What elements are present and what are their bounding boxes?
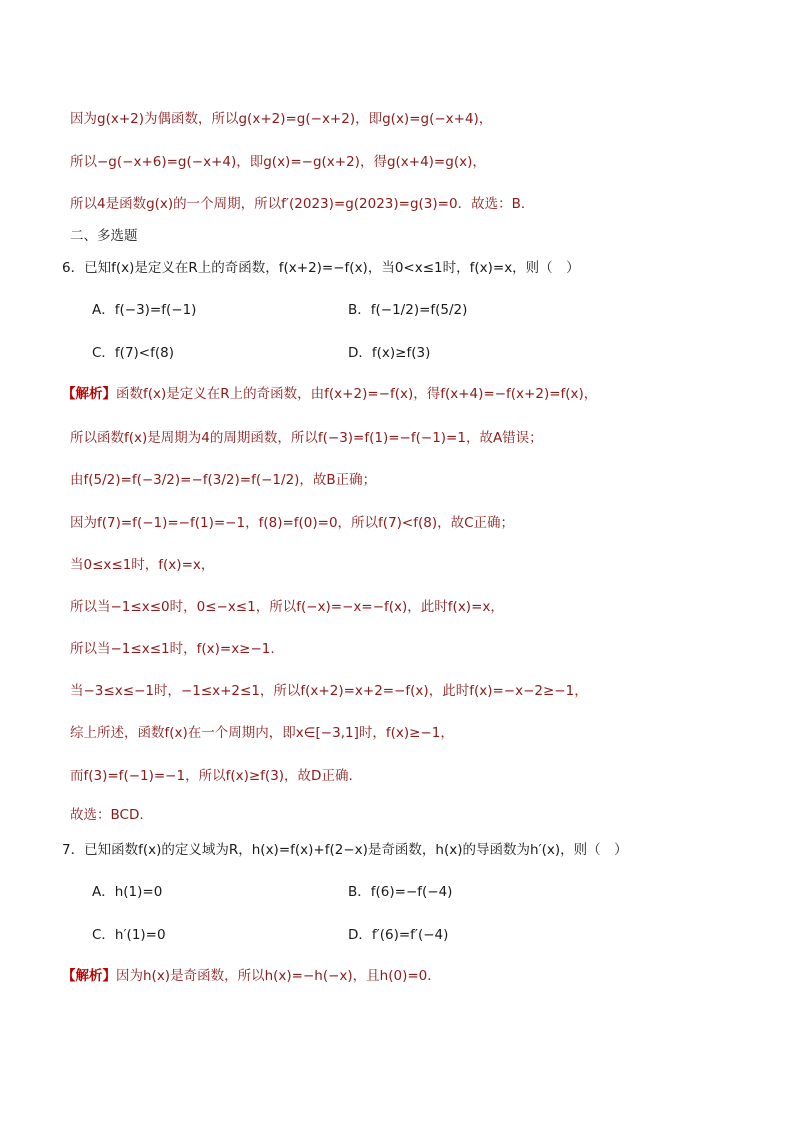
solution-line: 综上所述，函数f(x)在一个周期内，即x∈[−3,1]时，f(x)≥−1，	[70, 725, 454, 741]
solution-line: 当−3≤x≤−1时，−1≤x+2≤1，所以f(x+2)=x+2=−f(x)，此时f(x)=−x−2≥−1，	[70, 683, 588, 699]
q6-option-d: D．f(x)≥f(3)	[348, 345, 431, 361]
solution-line: 因为g(x+2)为偶函数，所以g(x+2)=g(−x+2)，即g(x)=g(−x+4)，	[70, 111, 493, 127]
q6-option-a: A．f(−3)=f(−1)	[92, 302, 197, 318]
solution-line: 而f(3)=f(−1)=−1，所以f(x)≥f(3)，故D正确.	[70, 768, 353, 784]
q7-option-c: C．h′(1)=0	[92, 927, 166, 943]
q6-option-c: C．f(7)<f(8)	[92, 345, 174, 361]
solution-tag: 【解析】	[62, 386, 116, 402]
solution-line: 所以−g(−x+6)=g(−x+4)，即g(x)=−g(x+2)，得g(x+4)=g(x)，	[70, 154, 486, 170]
solution-line: 故选：BCD.	[70, 807, 144, 823]
question-6: 6．已知f(x)是定义在R上的奇函数，f(x+2)=−f(x)，当0<x≤1时，f(x)=x，则（ ）	[62, 260, 580, 276]
q7-option-d: D．f′(6)=f′(−4)	[348, 927, 449, 943]
solution-line: 当0≤x≤1时，f(x)=x，	[70, 557, 215, 573]
solution-line: 所以当−1≤x≤0时，0≤−x≤1，所以f(−x)=−x=−f(x)，此时f(x)=x，	[70, 599, 504, 615]
solution-text: 因为h(x)是奇函数，所以h(x)=−h(−x)，且h(0)=0．	[116, 968, 441, 984]
solution-tag: 【解析】	[62, 968, 116, 984]
q6-option-b: B．f(−1/2)=f(5/2)	[348, 302, 468, 318]
solution-line: 由f(5/2)=f(−3/2)=−f(3/2)=f(−1/2)，故B正确；	[70, 472, 377, 488]
solution-line: 所以函数f(x)是周期为4的周期函数，所以f(−3)=f(1)=−f(−1)=1，故A错误；	[70, 430, 543, 446]
solution-line: 因为f(7)=f(−1)=−f(1)=−1，f(8)=f(0)=0，所以f(7)<f(8)，故C正确；	[70, 515, 515, 531]
q7-option-a: A．h(1)=0	[92, 884, 163, 900]
solution-line: 所以4是函数g(x)的一个周期，所以f′(2023)=g(2023)=g(3)=0．故选：B．	[70, 196, 535, 212]
solution-7-line1	[62, 964, 441, 984]
solution-text: 函数f(x)是定义在R上的奇函数，由f(x+2)=−f(x)，得f(x+4)=−f(x+2)=f(x)，	[116, 386, 598, 402]
solution-6-line1	[62, 382, 597, 402]
q7-option-b: B．f(6)=−f(−4)	[348, 884, 453, 900]
question-7: 7．已知函数f(x)的定义域为R，h(x)=f(x)+f(2−x)是奇函数，h(x)的导函数为h′(x)，则（ ）	[62, 842, 628, 858]
section-heading: 二、多选题	[70, 228, 138, 244]
solution-line: 所以当−1≤x≤1时，f(x)=x≥−1.	[70, 641, 275, 657]
